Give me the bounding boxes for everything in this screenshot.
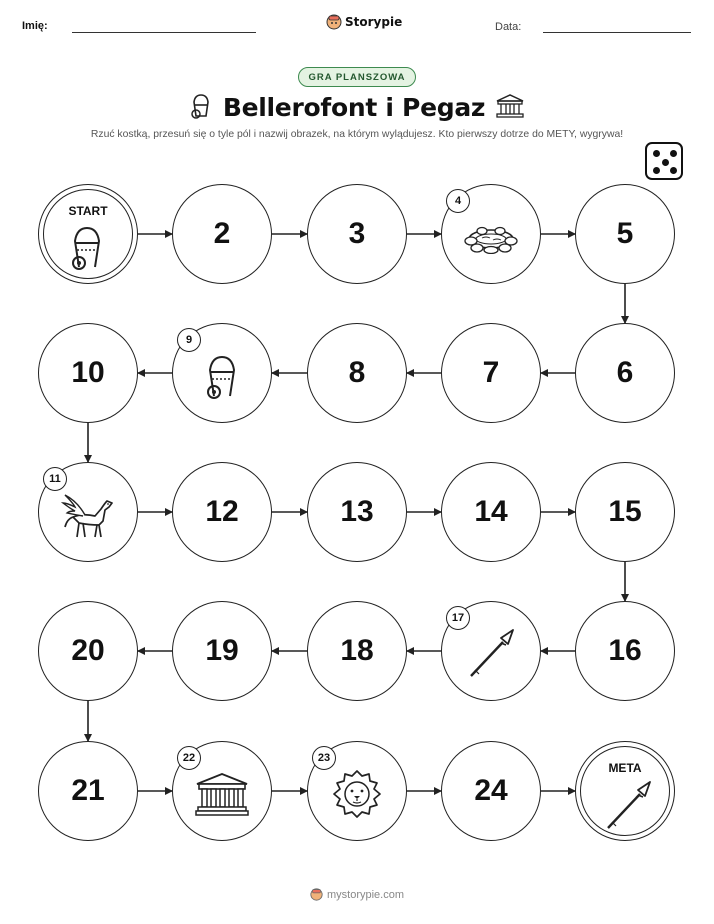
field-number: 8 bbox=[348, 356, 366, 389]
board-field-20 bbox=[38, 601, 138, 701]
brand-name: Storypie bbox=[345, 15, 403, 29]
field-number: 20 bbox=[71, 634, 105, 667]
field-number-badge: 11 bbox=[43, 467, 67, 491]
game-type-badge: GRA PLANSZOWA bbox=[298, 67, 416, 87]
board-field-7 bbox=[441, 323, 541, 423]
storypie-mascot-icon bbox=[310, 888, 323, 901]
field-number: 21 bbox=[71, 774, 105, 807]
start-field bbox=[38, 184, 138, 284]
field-number: 2 bbox=[213, 217, 231, 250]
field-number: 3 bbox=[348, 217, 366, 250]
field-number: 10 bbox=[71, 356, 105, 389]
board-field-16 bbox=[575, 601, 675, 701]
field-number: 5 bbox=[616, 217, 634, 250]
field-label: META bbox=[608, 761, 642, 775]
field-label: START bbox=[68, 204, 108, 218]
board-field-21 bbox=[38, 741, 138, 841]
finish-field bbox=[575, 741, 675, 841]
footer-url: mystorypie.com bbox=[326, 888, 405, 901]
board-field-13 bbox=[307, 462, 407, 562]
spring-icon bbox=[462, 220, 520, 259]
instructions: Rzuć kostką, przesuń się o tyle pól i nazwij obrazek, na którym wylądujesz. Kto pierwszy dotrze do METY, wygrywa! bbox=[90, 129, 624, 140]
field-number-badge: 22 bbox=[177, 746, 201, 770]
board-field-8 bbox=[307, 323, 407, 423]
field-number: 18 bbox=[340, 634, 374, 667]
board-field-4 bbox=[441, 184, 541, 284]
board-field-3 bbox=[307, 184, 407, 284]
board-field-18 bbox=[307, 601, 407, 701]
title-text: Bellerofont i Pegaz bbox=[222, 93, 486, 122]
spear-icon bbox=[463, 626, 519, 687]
field-number-badge: 17 bbox=[446, 606, 470, 630]
field-number: 12 bbox=[205, 495, 239, 528]
spear-icon bbox=[600, 778, 656, 839]
board-field-12 bbox=[172, 462, 272, 562]
board-field-23 bbox=[307, 741, 407, 841]
bridle-icon bbox=[202, 352, 242, 405]
board-field-22 bbox=[172, 741, 272, 841]
field-number: 15 bbox=[608, 495, 642, 528]
board-field-17 bbox=[441, 601, 541, 701]
field-number-badge: 4 bbox=[446, 189, 470, 213]
field-number-badge: 23 bbox=[312, 746, 336, 770]
temple-icon bbox=[194, 771, 250, 822]
board-field-14 bbox=[441, 462, 541, 562]
board-field-2 bbox=[172, 184, 272, 284]
board-field-6 bbox=[575, 323, 675, 423]
board-field-15 bbox=[575, 462, 675, 562]
board-field-11 bbox=[38, 462, 138, 562]
bridle-icon bbox=[67, 223, 107, 276]
lion-icon bbox=[330, 767, 384, 826]
field-number: 13 bbox=[340, 495, 374, 528]
pegasus-icon bbox=[59, 489, 117, 546]
date-label: Data: bbox=[495, 21, 522, 33]
footer bbox=[0, 888, 714, 901]
field-number: 16 bbox=[608, 634, 642, 667]
field-number-badge: 9 bbox=[177, 328, 201, 352]
field-number: 24 bbox=[474, 774, 508, 807]
field-number: 7 bbox=[482, 356, 500, 389]
board-field-5 bbox=[575, 184, 675, 284]
field-number: 14 bbox=[474, 495, 508, 528]
board-field-24 bbox=[441, 741, 541, 841]
field-number: 6 bbox=[616, 356, 634, 389]
board-field-19 bbox=[172, 601, 272, 701]
board-field-10 bbox=[38, 323, 138, 423]
name-label: Imię: bbox=[22, 20, 48, 32]
field-number: 19 bbox=[205, 634, 239, 667]
board-field-9 bbox=[172, 323, 272, 423]
